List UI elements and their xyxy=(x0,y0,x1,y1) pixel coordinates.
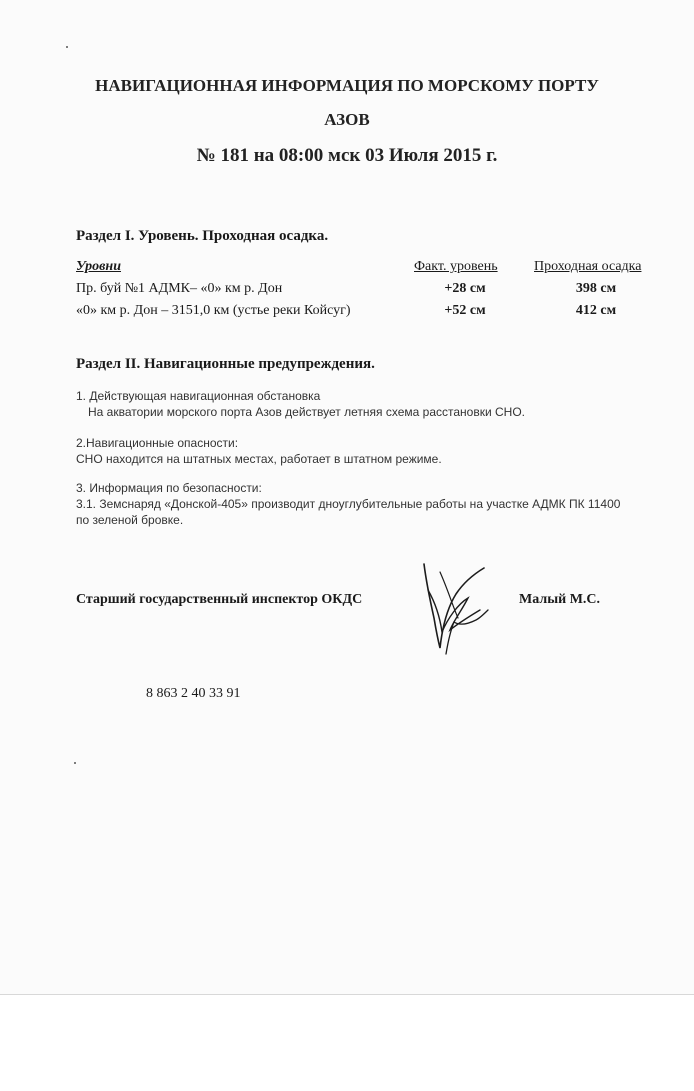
table-row-1-name: Пр. буй №1 АДМК– «0» км р. Дон xyxy=(76,281,283,296)
document-title-line1: НАВИГАЦИОННАЯ ИНФОРМАЦИЯ ПО МОРСКОМУ ПОРТУ xyxy=(95,76,599,95)
signatory-title: Старший государственный инспектор ОКДС xyxy=(76,592,363,607)
warning-3-text-line1: 3.1. Земснаряд «Донской-405» производит дноуглубительные работы на участке АДМК ПК 11400 xyxy=(76,497,621,511)
scan-speck xyxy=(74,762,76,764)
column-header-actual-level: Факт. уровень xyxy=(414,259,498,274)
warning-1-text: На акватории морского порта Азов действует летняя схема расстановки СНО. xyxy=(88,405,526,419)
table-row-2-name: «0» км р. Дон – 3151,0 км (устье реки Койсуг) xyxy=(76,303,351,318)
table-row-2-actual: +52 см xyxy=(444,303,486,318)
column-header-draft: Проходная осадка xyxy=(534,259,642,274)
section1-title: Раздел I. Уровень. Проходная осадка. xyxy=(76,228,329,244)
column-header-levels: Уровни xyxy=(76,259,121,274)
warning-3-heading: 3. Информация по безопасности: xyxy=(76,481,262,495)
document-number-date: № 181 на 08:00 мск 03 Июля 2015 г. xyxy=(196,145,498,166)
warning-2-text: СНО находится на штатных местах, работает в штатном режиме. xyxy=(76,452,442,466)
warning-1-heading: 1. Действующая навигационная обстановка xyxy=(76,389,321,403)
contact-phone: 8 863 2 40 33 91 xyxy=(146,686,241,701)
signatory-name: Малый М.С. xyxy=(519,592,601,607)
warning-3-text-line2: по зеленой бровке. xyxy=(76,513,184,527)
handwritten-signature-icon xyxy=(418,560,510,660)
warning-2-heading: 2.Навигационные опасности: xyxy=(76,436,239,450)
table-row-1-actual: +28 см xyxy=(444,281,486,296)
scan-speck xyxy=(66,46,68,48)
table-row-2-draft: 412 см xyxy=(575,303,617,318)
section2-title: Раздел II. Навигационные предупреждения. xyxy=(76,356,375,372)
table-row-1-draft: 398 см xyxy=(575,281,617,296)
document-title-port: АЗОВ xyxy=(324,110,370,129)
